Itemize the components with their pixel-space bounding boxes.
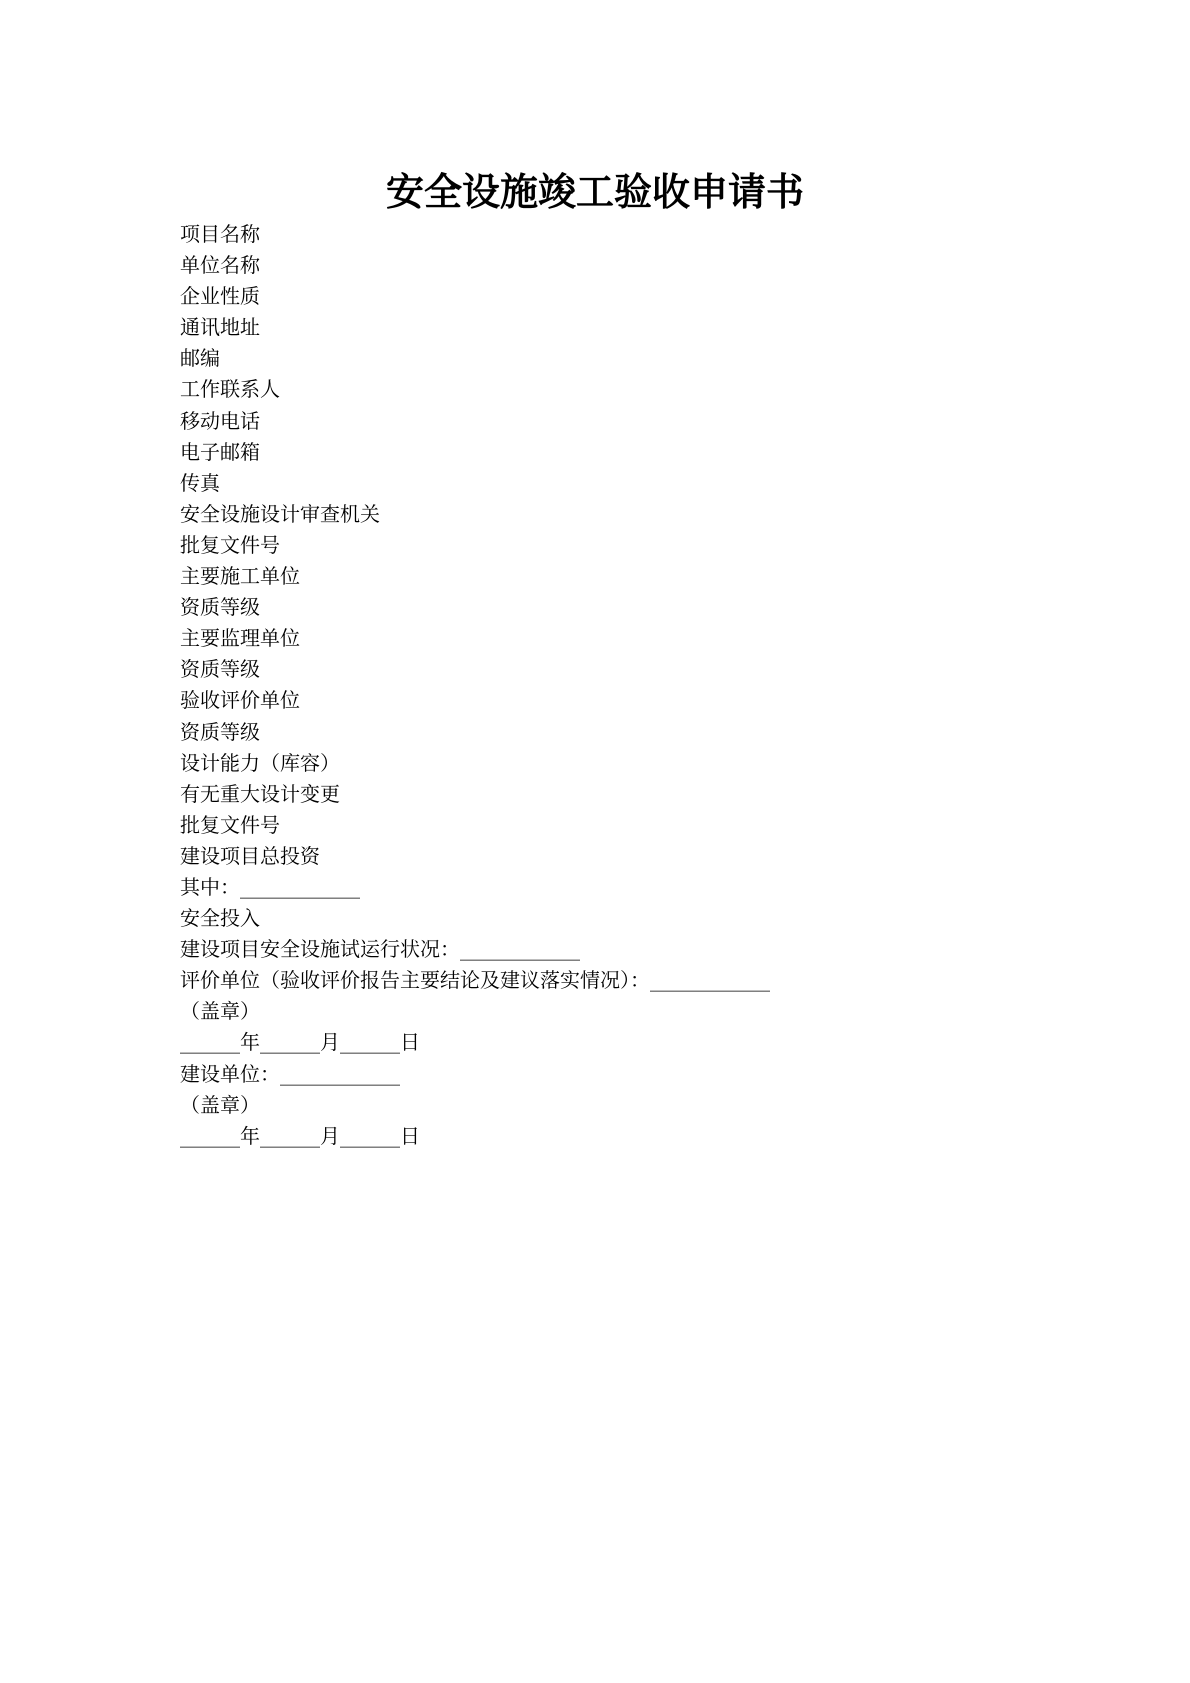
field-construction-qualification: 资质等级 [180,595,260,620]
form-fields [180,219,1080,1152]
field-major-design-change: 有无重大设计变更 [180,781,340,806]
evaluation-date-line: ______年______月______日 [180,1030,420,1055]
field-contact-person: 工作联系人 [180,377,280,402]
construction-date-line: ______年______月______日 [180,1123,420,1148]
field-company-type: 企业性质 [180,284,260,309]
field-trial-operation-status: 建设项目安全设施试运行状况：____________ [180,937,580,962]
field-email: 电子邮箱 [180,439,260,464]
field-safety-investment: 安全投入 [180,906,260,931]
field-supervision-qualification: 资质等级 [180,657,260,682]
field-design-review-authority: 安全设施设计审查机关 [180,501,380,526]
field-mobile: 移动电话 [180,408,260,433]
field-evaluation-qualification: 资质等级 [180,719,260,744]
evaluation-seal-note: （盖章） [180,999,260,1024]
field-project-name: 项目名称 [180,222,260,246]
field-approval-number: 批复文件号 [180,532,280,557]
construction-seal-note: （盖章） [180,1092,260,1117]
field-company-name: 单位名称 [180,253,260,278]
field-fax: 传真 [180,470,220,495]
field-address: 通讯地址 [180,315,260,340]
field-total-investment: 建设项目总投资 [180,843,320,868]
field-of-which: 其中：____________ [180,874,360,899]
field-design-capacity: 设计能力（库容） [180,750,340,775]
field-construction-company: 建设单位：____________ [180,1061,400,1086]
field-postcode: 邮编 [180,346,220,371]
field-evaluation-unit: 验收评价单位 [180,688,300,713]
document-title: 安全设施竣工验收申请书 [385,169,804,214]
field-change-approval-number: 批复文件号 [180,812,280,837]
field-evaluation-conclusion: 评价单位（验收评价报告主要结论及建议落实情况）：____________ [180,968,770,993]
field-construction-unit: 主要施工单位 [180,564,300,589]
field-supervision-unit: 主要监理单位 [180,626,300,651]
